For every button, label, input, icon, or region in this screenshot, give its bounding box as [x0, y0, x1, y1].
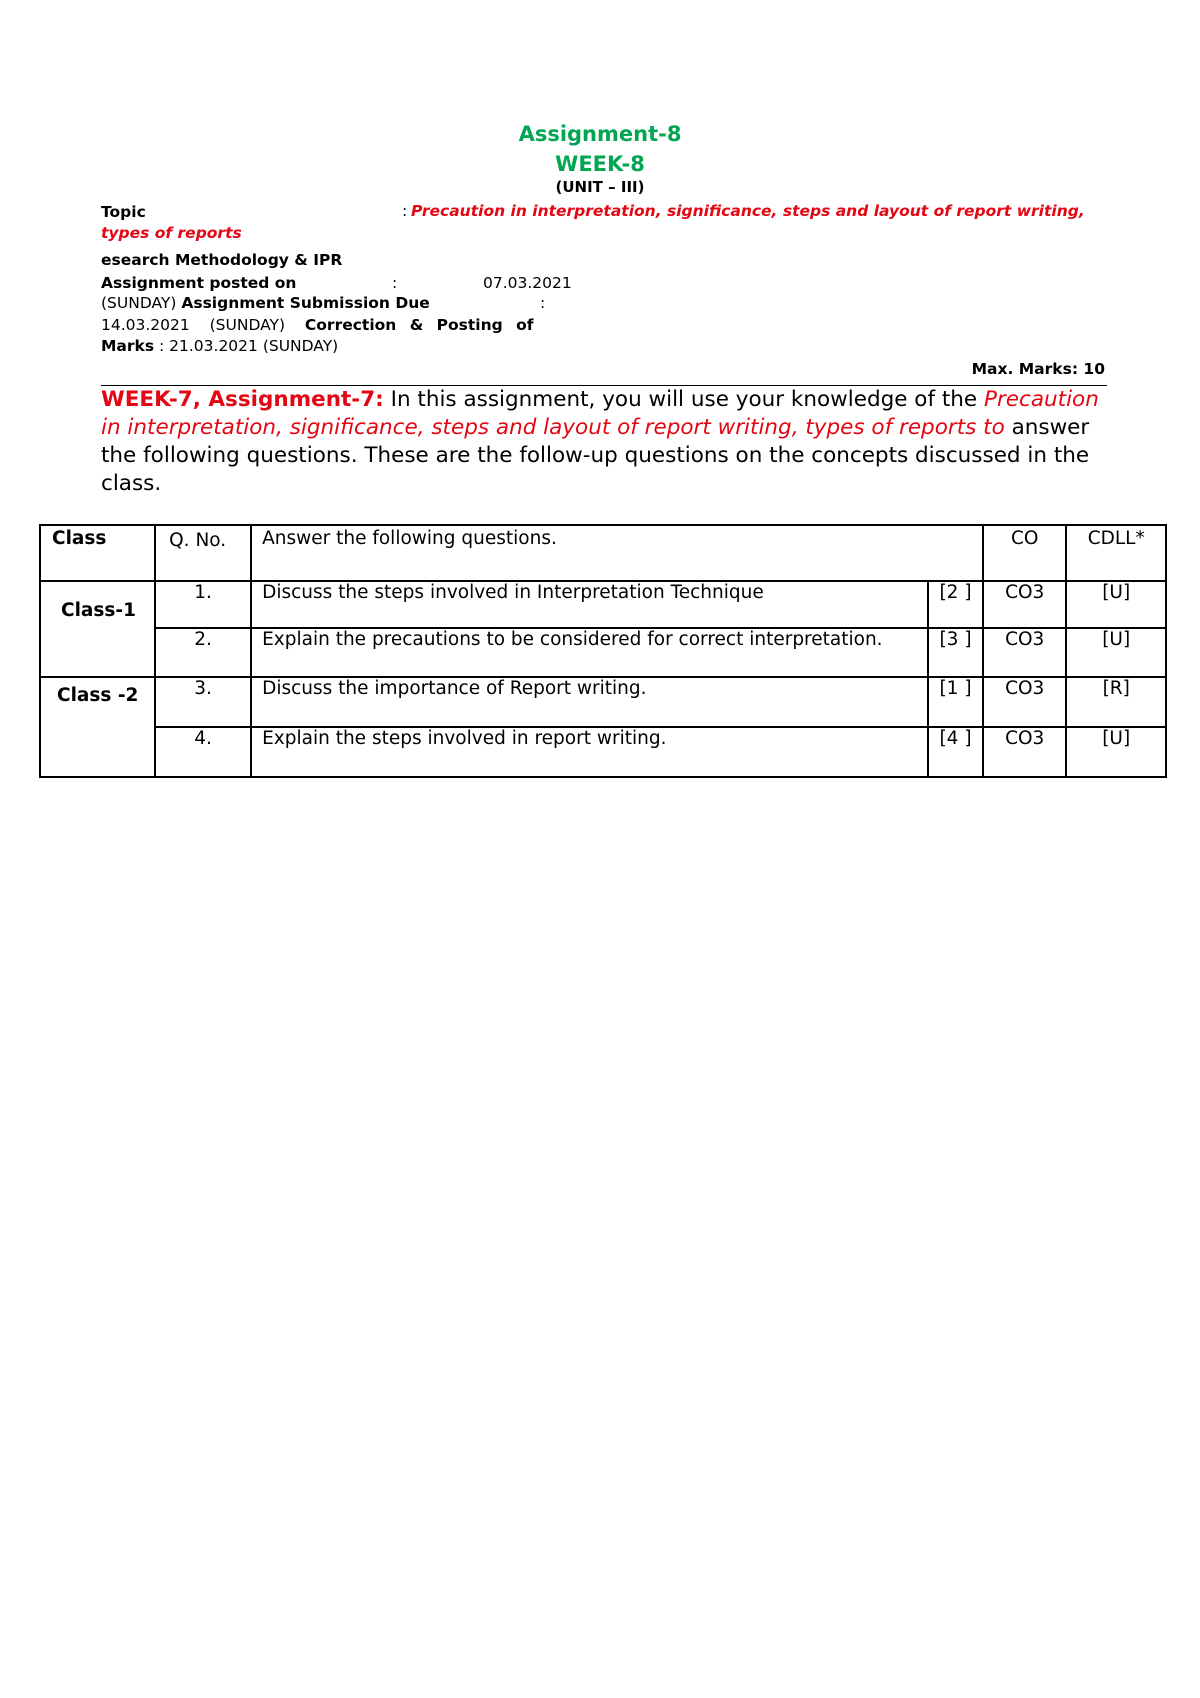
- intro-topic: Precaution in interpretation, significance, steps and layout of report writing, types of reports to: [101, 387, 1099, 440]
- cdll-cell: [U]: [1066, 581, 1166, 628]
- correction-label: Correction & Posting of: [304, 316, 534, 334]
- table-row: [40, 581, 1166, 628]
- co-cell: CO3: [983, 727, 1066, 777]
- qno-cell: 2.: [155, 628, 251, 677]
- question-cell: Discuss the steps involved in Interpretation Technique: [251, 581, 928, 628]
- header-question: Answer the following questions.: [251, 525, 983, 581]
- cdll-cell: [R]: [1066, 677, 1166, 727]
- header-cdll: CDLL*: [1066, 525, 1166, 581]
- intro-lead: WEEK-7, Assignment-7:: [101, 387, 384, 412]
- class-1-cell: [40, 581, 155, 677]
- correction-label-marks: Marks: [101, 337, 155, 355]
- question-cell: Explain the precautions to be considered for correct interpretation.: [251, 628, 928, 677]
- questions-table: [39, 524, 1167, 778]
- intro-text-2: answer the following questions. These are the follow-up questions on the concepts discussed in the class.: [101, 415, 1090, 496]
- marks-cell: [3 ]: [928, 628, 983, 677]
- cdll-cell: [U]: [1066, 727, 1166, 777]
- class-2-cell: Class -2: [40, 677, 155, 777]
- header-class: Class: [40, 525, 155, 581]
- co-cell: CO3: [983, 677, 1066, 727]
- correction-value: : 21.03.2021 (SUNDAY): [159, 337, 339, 355]
- topic-label: Topic: [101, 203, 146, 221]
- marks-cell: [1 ]: [928, 677, 983, 727]
- marks-cell: [2 ]: [928, 581, 983, 628]
- submission-colon: :: [540, 294, 546, 312]
- header-co: CO: [983, 525, 1066, 581]
- table-row: [40, 677, 1166, 727]
- co-cell: CO3: [983, 581, 1066, 628]
- unit-title: (UNIT – III): [555, 178, 645, 196]
- correction-line-2: [101, 337, 338, 355]
- co-cell: CO3: [983, 628, 1066, 677]
- assignment-title: Assignment-8: [518, 122, 682, 146]
- week-title: WEEK-8: [555, 152, 645, 176]
- intro-text-1: In this assignment, you will use your knowledge of the: [383, 387, 984, 412]
- qno-cell: 1.: [155, 581, 251, 628]
- topic-colon: :: [402, 202, 408, 220]
- correction-line: [101, 316, 534, 334]
- submission-day: (SUNDAY): [209, 316, 286, 334]
- class-1-label: Class-1: [61, 600, 136, 621]
- max-marks: Max. Marks: 10: [971, 360, 1105, 378]
- topic-value: Precaution in interpretation, significance, steps and layout of report writing,: [411, 202, 1085, 220]
- qno-cell: 3.: [155, 677, 251, 727]
- question-cell: Explain the steps involved in report writing.: [251, 727, 928, 777]
- posted-day: (SUNDAY): [101, 294, 177, 312]
- qno-cell: 4.: [155, 727, 251, 777]
- topic-value-continued: types of reports: [101, 224, 242, 242]
- table-header-row: [40, 525, 1166, 581]
- table-row: [40, 727, 1166, 777]
- question-cell: Discuss the importance of Report writing.: [251, 677, 928, 727]
- posted-date: 07.03.2021: [483, 274, 572, 292]
- table-row: [40, 628, 1166, 677]
- header-qno: Q. No.: [155, 525, 251, 581]
- subject-name: esearch Methodology & IPR: [101, 251, 343, 269]
- intro-paragraph: [101, 386, 1109, 498]
- submission-line: [101, 294, 430, 312]
- cdll-cell: [U]: [1066, 628, 1166, 677]
- submission-label: Assignment Submission Due: [181, 294, 430, 312]
- marks-cell: [4 ]: [928, 727, 983, 777]
- posted-label: Assignment posted on: [101, 274, 297, 292]
- posted-colon: :: [392, 274, 398, 292]
- submission-date: 14.03.2021: [101, 316, 190, 334]
